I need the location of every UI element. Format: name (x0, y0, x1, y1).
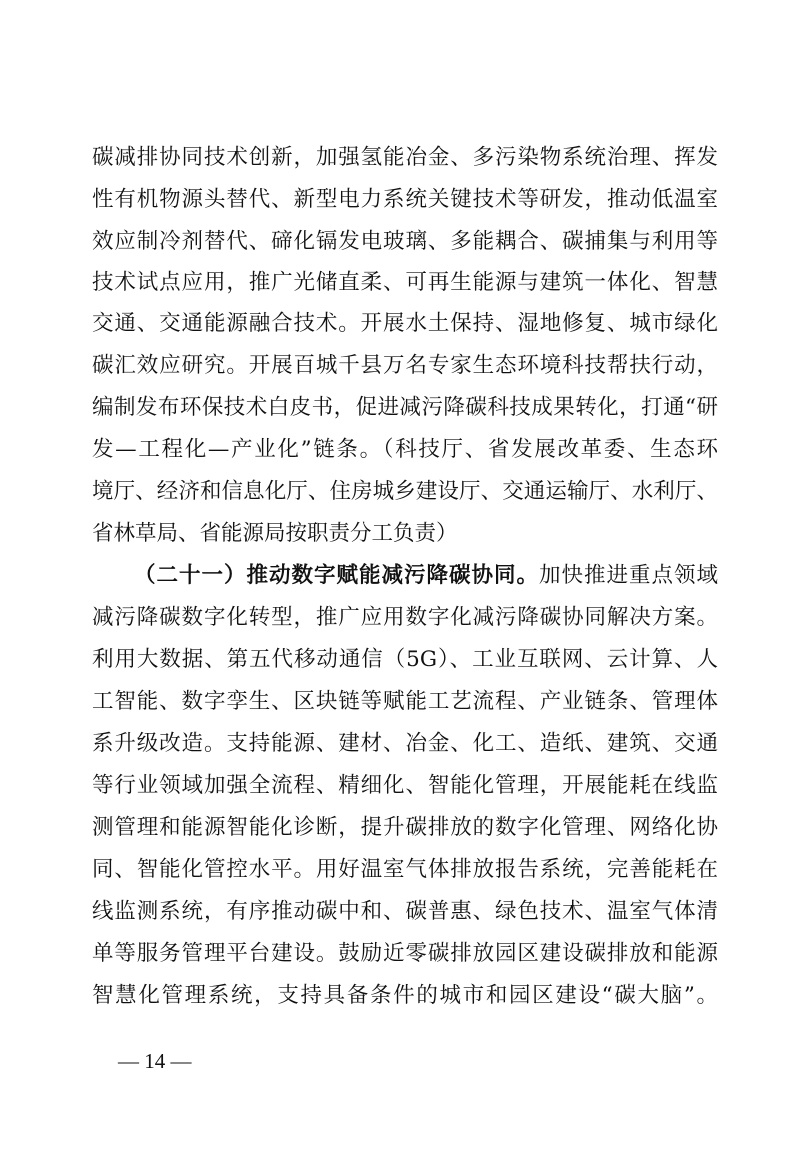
paragraph-line: 测管理和能源智能化诊断，提升碳排放的数字化管理、网络化协 (92, 815, 718, 840)
paragraph-line: 等行业领域加强全流程、精细化、智能化管理，开展能耗在线监 (92, 773, 718, 798)
paragraph-line: 同、智能化管控水平。用好温室气体排放报告系统，完善能耗在 (92, 857, 718, 882)
paragraph-line: 系升级改造。支持能源、建材、冶金、化工、造纸、建筑、交通 (92, 731, 718, 756)
section-first-line-rest: 加快推进重点领域 (538, 563, 718, 588)
paragraph-line: 碳汇效应研究。开展百城千县万名专家生态环境科技帮扶行动， (92, 353, 718, 378)
paragraph-line: 智慧化管理系统，支持具备条件的城市和园区建设“碳大脑”。 (92, 983, 718, 1008)
section-first-line (134, 558, 718, 594)
paragraph-line: 利用大数据、第五代移动通信（5G）、工业互联网、云计算、人 (92, 647, 718, 672)
paragraph-line: 工智能、数字孪生、区块链等赋能工艺流程、产业链条、管理体 (92, 689, 718, 714)
paragraph-line: 减污降碳数字化转型，推广应用数字化减污降碳协同解决方案。 (92, 605, 718, 630)
paragraph-line: 线监测系统，有序推动碳中和、碳普惠、绿色技术、温室气体清 (92, 899, 718, 924)
paragraph-line: 效应制冷剂替代、碲化镉发电玻璃、多能耦合、碳捕集与利用等 (92, 229, 718, 254)
section-heading: （二十一）推动数字赋能减污降碳协同。 (134, 563, 539, 588)
paragraph-line: 技术试点应用，推广光储直柔、可再生能源与建筑一体化、智慧 (92, 270, 718, 295)
paragraph-line: 碳减排协同技术创新，加强氢能冶金、多污染物系统治理、挥发 (92, 145, 718, 170)
paragraph-line: 单等服务管理平台建设。鼓励近零碳排放园区建设碳排放和能源 (92, 941, 718, 966)
paragraph-line: 交通、交通能源融合技术。开展水土保持、湿地修复、城市绿化 (92, 311, 718, 336)
paragraph-line: 境厅、经济和信息化厅、住房城乡建设厅、交通运输厅、水利厅、 (92, 479, 718, 504)
paragraph-line: 省林草局、省能源局按职责分工负责） (92, 521, 458, 546)
paragraph-line: 编制发布环保技术白皮书，促进减污降碳科技成果转化，打通“研 (92, 395, 718, 420)
paragraph-line: 发—工程化—产业化”链条。（科技厅、省发展改革委、生态环 (92, 437, 718, 462)
page-number: — 14 — (118, 1049, 192, 1073)
paragraph-line: 性有机物源头替代、新型电力系统关键技术等研发，推动低温室 (92, 187, 718, 212)
